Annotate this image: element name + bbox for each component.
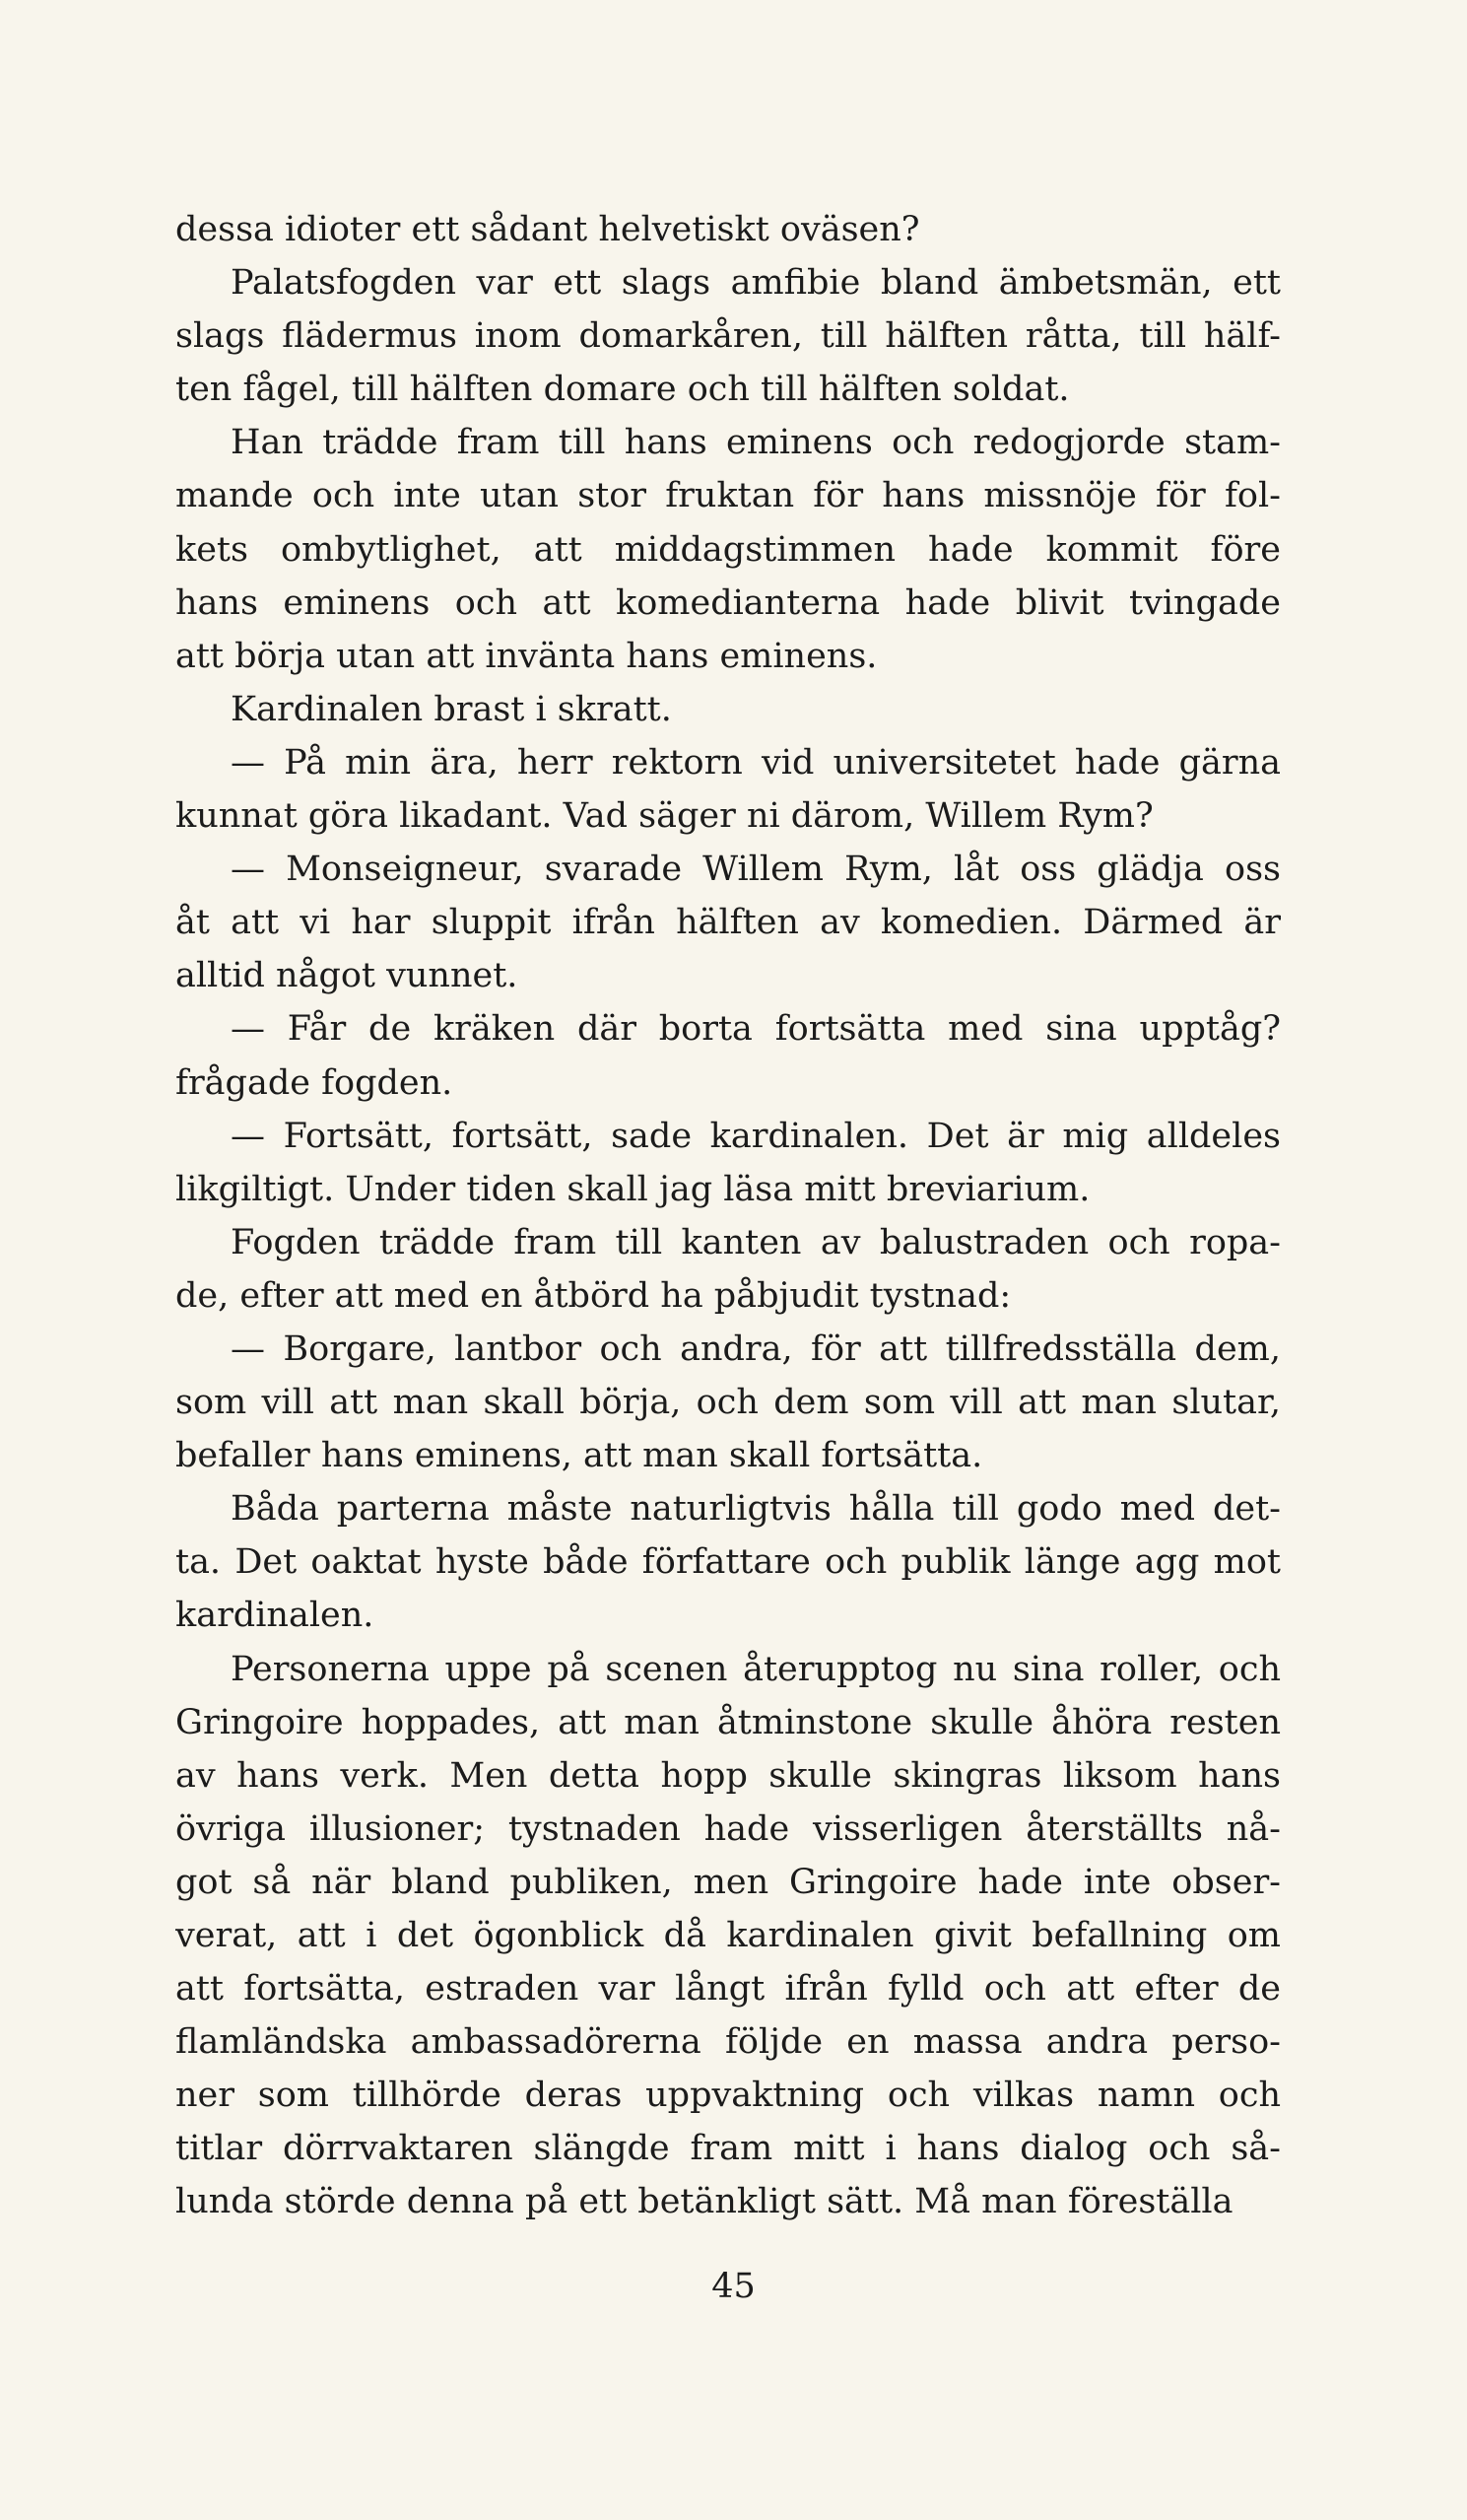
paragraph — [175, 1002, 1281, 1109]
text-line: got så när bland publiken, men Gringoire hade inte obser- — [175, 1862, 1281, 1902]
text-line: — Får de kräken där borta fortsätta med sina upptåg? — [231, 1009, 1281, 1050]
text-line: dessa idioter ett sådant helvetiskt oväsen? — [175, 210, 920, 249]
text-line: Fogden trädde fram till kanten av balustraden och ropa- — [231, 1222, 1281, 1262]
text-line: Gringoire hoppades, att man åtminstone skulle åhöra resten — [175, 1702, 1281, 1742]
text-line: Båda parterna måste naturligtvis hålla till godo med det- — [231, 1489, 1281, 1530]
text-line: likgiltigt. Under tiden skall jag läsa mitt breviarium. — [175, 1169, 1091, 1209]
paragraph — [175, 736, 1281, 843]
text-line: alltid något vunnet. — [175, 956, 518, 996]
text-line: kunnat göra likadant. Vad säger ni därom, Willem Rym? — [175, 796, 1154, 837]
text-line: åt att vi har sluppit ifrån hälften av komedien. Därmed är — [175, 903, 1281, 943]
text-line: att fortsätta, estraden var långt ifrån fylld och att efter de — [175, 1969, 1281, 2009]
paragraph — [175, 1323, 1281, 1482]
text-line: kardinalen. — [175, 1596, 374, 1636]
text-line: slags flädermus inom domarkåren, till hälften råtta, till hälf- — [175, 316, 1281, 357]
text-line: titlar dörrvaktaren slängde fram mitt i hans dialog och så- — [175, 2129, 1281, 2169]
text-line: kets ombytlighet, att middagstimmen hade kommit före — [175, 529, 1281, 570]
paragraph — [175, 843, 1281, 1002]
text-line: verat, att i det ögonblick då kardinalen givit befallning om — [175, 1916, 1281, 1955]
text-line: hans eminens och att komedianterna hade blivit tvingade — [175, 582, 1281, 623]
text-line: flamländska ambassadörerna följde en massa andra perso- — [175, 2022, 1281, 2063]
text-line: — Borgare, lantbor och andra, för att tillfredsställa dem, — [231, 1328, 1281, 1369]
text-line: — Fortsätt, fortsätt, sade kardinalen. Det är mig alldeles — [231, 1116, 1281, 1156]
paragraph — [175, 256, 1281, 416]
text-line: ten fågel, till hälften domare och till hälften soldat. — [175, 370, 1070, 410]
text-line: ta. Det oaktat hyste både författare och publik länge agg mot — [175, 1542, 1281, 1583]
paragraph — [175, 1643, 1281, 2229]
text-line: — På min ära, herr rektorn vid universitetet hade gärna — [231, 742, 1281, 783]
text-line: att börja utan att invänta hans eminens. — [175, 636, 878, 676]
paragraph — [175, 203, 1281, 256]
page-number: 45 — [711, 2267, 756, 2306]
text-line: frågade fogden. — [175, 1062, 453, 1103]
body-text — [175, 203, 1281, 2229]
text-line: av hans verk. Men detta hopp skulle skingras liksom hans — [175, 1755, 1281, 1796]
text-line: övriga illusioner; tystnaden hade visserligen återställts nå- — [175, 1808, 1281, 1849]
paragraph — [175, 1482, 1281, 1642]
text-line: Han trädde fram till hans eminens och redogjorde stam- — [231, 423, 1281, 463]
paragraph — [175, 683, 1281, 736]
paragraph — [175, 1216, 1281, 1323]
text-line: mande och inte utan stor fruktan för hans missnöje för fol- — [175, 476, 1281, 516]
text-line: som vill att man skall börja, och dem som vill att man slutar, — [175, 1383, 1281, 1423]
paragraph — [175, 416, 1281, 682]
text-line: Kardinalen brast i skratt. — [231, 689, 672, 729]
text-line: befaller hans eminens, att man skall fortsätta. — [175, 1436, 983, 1476]
text-line: Palatsfogden var ett slags amfibie bland ämbetsmän, ett — [231, 263, 1281, 304]
text-line: Personerna uppe på scenen återupptog nu sina roller, och — [231, 1649, 1281, 1689]
text-line: lunda störde denna på ett betänkligt sätt. Må man föreställa — [175, 2182, 1234, 2222]
text-line: — Monseigneur, svarade Willem Rym, låt oss glädja oss — [231, 850, 1281, 890]
paragraph — [175, 1110, 1281, 1216]
text-line: de, efter att med en åtbörd ha påbjudit tystnad: — [175, 1275, 1012, 1316]
text-line: ner som tillhörde deras uppvaktning och vilkas namn och — [175, 2076, 1281, 2116]
